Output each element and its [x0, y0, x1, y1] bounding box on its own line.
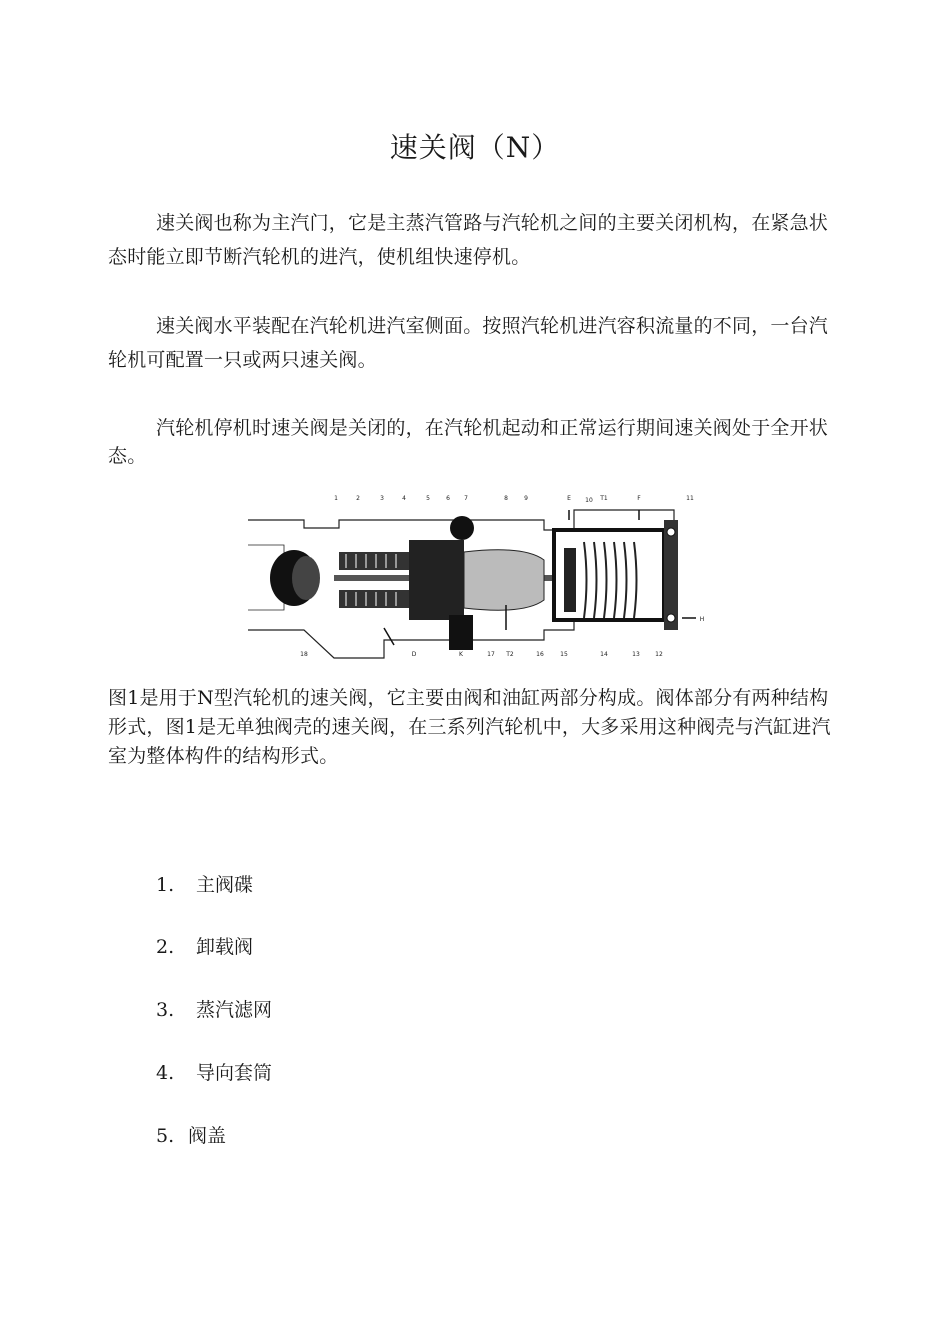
callout-label-18: 18: [300, 651, 308, 658]
valve-cross-section-diagram: [244, 490, 714, 660]
callout-label-1: 1: [334, 495, 338, 502]
callout-label-3: 3: [380, 495, 384, 502]
callout-label-11: 11: [686, 495, 694, 502]
list-item: [156, 932, 253, 962]
callout-label-e: E: [567, 495, 571, 502]
callout-label-k: K: [459, 651, 463, 658]
callout-label-2: 2: [356, 495, 360, 502]
list-item-number: 5.: [156, 1125, 175, 1147]
callout-label-9: 9: [524, 495, 528, 502]
callout-label-7: 7: [464, 495, 468, 502]
paragraph-mounting: 速关阀水平装配在汽轮机进汽室侧面。按照汽轮机进汽容积流量的不同，一台汽轮机可配置一只或两只速关阀。: [108, 315, 829, 371]
list-item-number: 2.: [156, 936, 175, 958]
callout-label-t1: T1: [600, 495, 608, 502]
list-item: [156, 1058, 272, 1088]
list-item-text: 卸载阀: [196, 936, 254, 958]
callout-label-t2: T2: [506, 651, 514, 658]
callout-label-16: 16: [536, 651, 544, 658]
callout-label-8: 8: [504, 495, 508, 502]
page-title: 速关阀（N）: [389, 131, 561, 164]
list-item-text: 导向套筒: [196, 1062, 273, 1084]
list-item-number: 4.: [156, 1062, 175, 1084]
list-item: [156, 870, 253, 900]
callout-label-13: 13: [632, 651, 640, 658]
callout-label-f: F: [637, 495, 641, 502]
callout-label-15: 15: [560, 651, 568, 658]
list-item-text: 主阀碟: [196, 874, 254, 896]
list-item-number: 3.: [156, 999, 175, 1021]
callout-label-10: 10: [585, 497, 593, 504]
callout-label-6: 6: [446, 495, 450, 502]
callout-label-12: 12: [655, 651, 663, 658]
list-item: [156, 1121, 226, 1151]
list-item-number: 1.: [156, 874, 175, 896]
callout-label-h: H: [699, 616, 705, 623]
callout-label-4: 4: [402, 495, 406, 502]
callout-label-14: 14: [600, 651, 608, 658]
callout-label-5: 5: [426, 495, 430, 502]
paragraph-intro: 速关阀也称为主汽门，它是主蒸汽管路与汽轮机之间的主要关闭机构，在紧急状态时能立即节断汽轮机的进汽，使机组快速停机。: [108, 212, 829, 268]
figure-caption: 图1是用于N型汽轮机的速关阀，它主要由阀和油缸两部分构成。阀体部分有两种结构形式，图1是无单独阀壳的速关阀，在三系列汽轮机中，大多采用这种阀壳与汽缸进汽室为整体构件的结构形式。: [108, 687, 831, 767]
list-item-text: 蒸汽滤网: [196, 999, 273, 1021]
callout-label-d: D: [411, 651, 417, 658]
list-item-text: 阀盖: [188, 1125, 227, 1147]
callout-label-17: 17: [487, 651, 495, 658]
paragraph-operation: 汽轮机停机时速关阀是关闭的，在汽轮机起动和正常运行期间速关阀处于全开状态。: [108, 417, 829, 467]
list-item: [156, 995, 272, 1025]
